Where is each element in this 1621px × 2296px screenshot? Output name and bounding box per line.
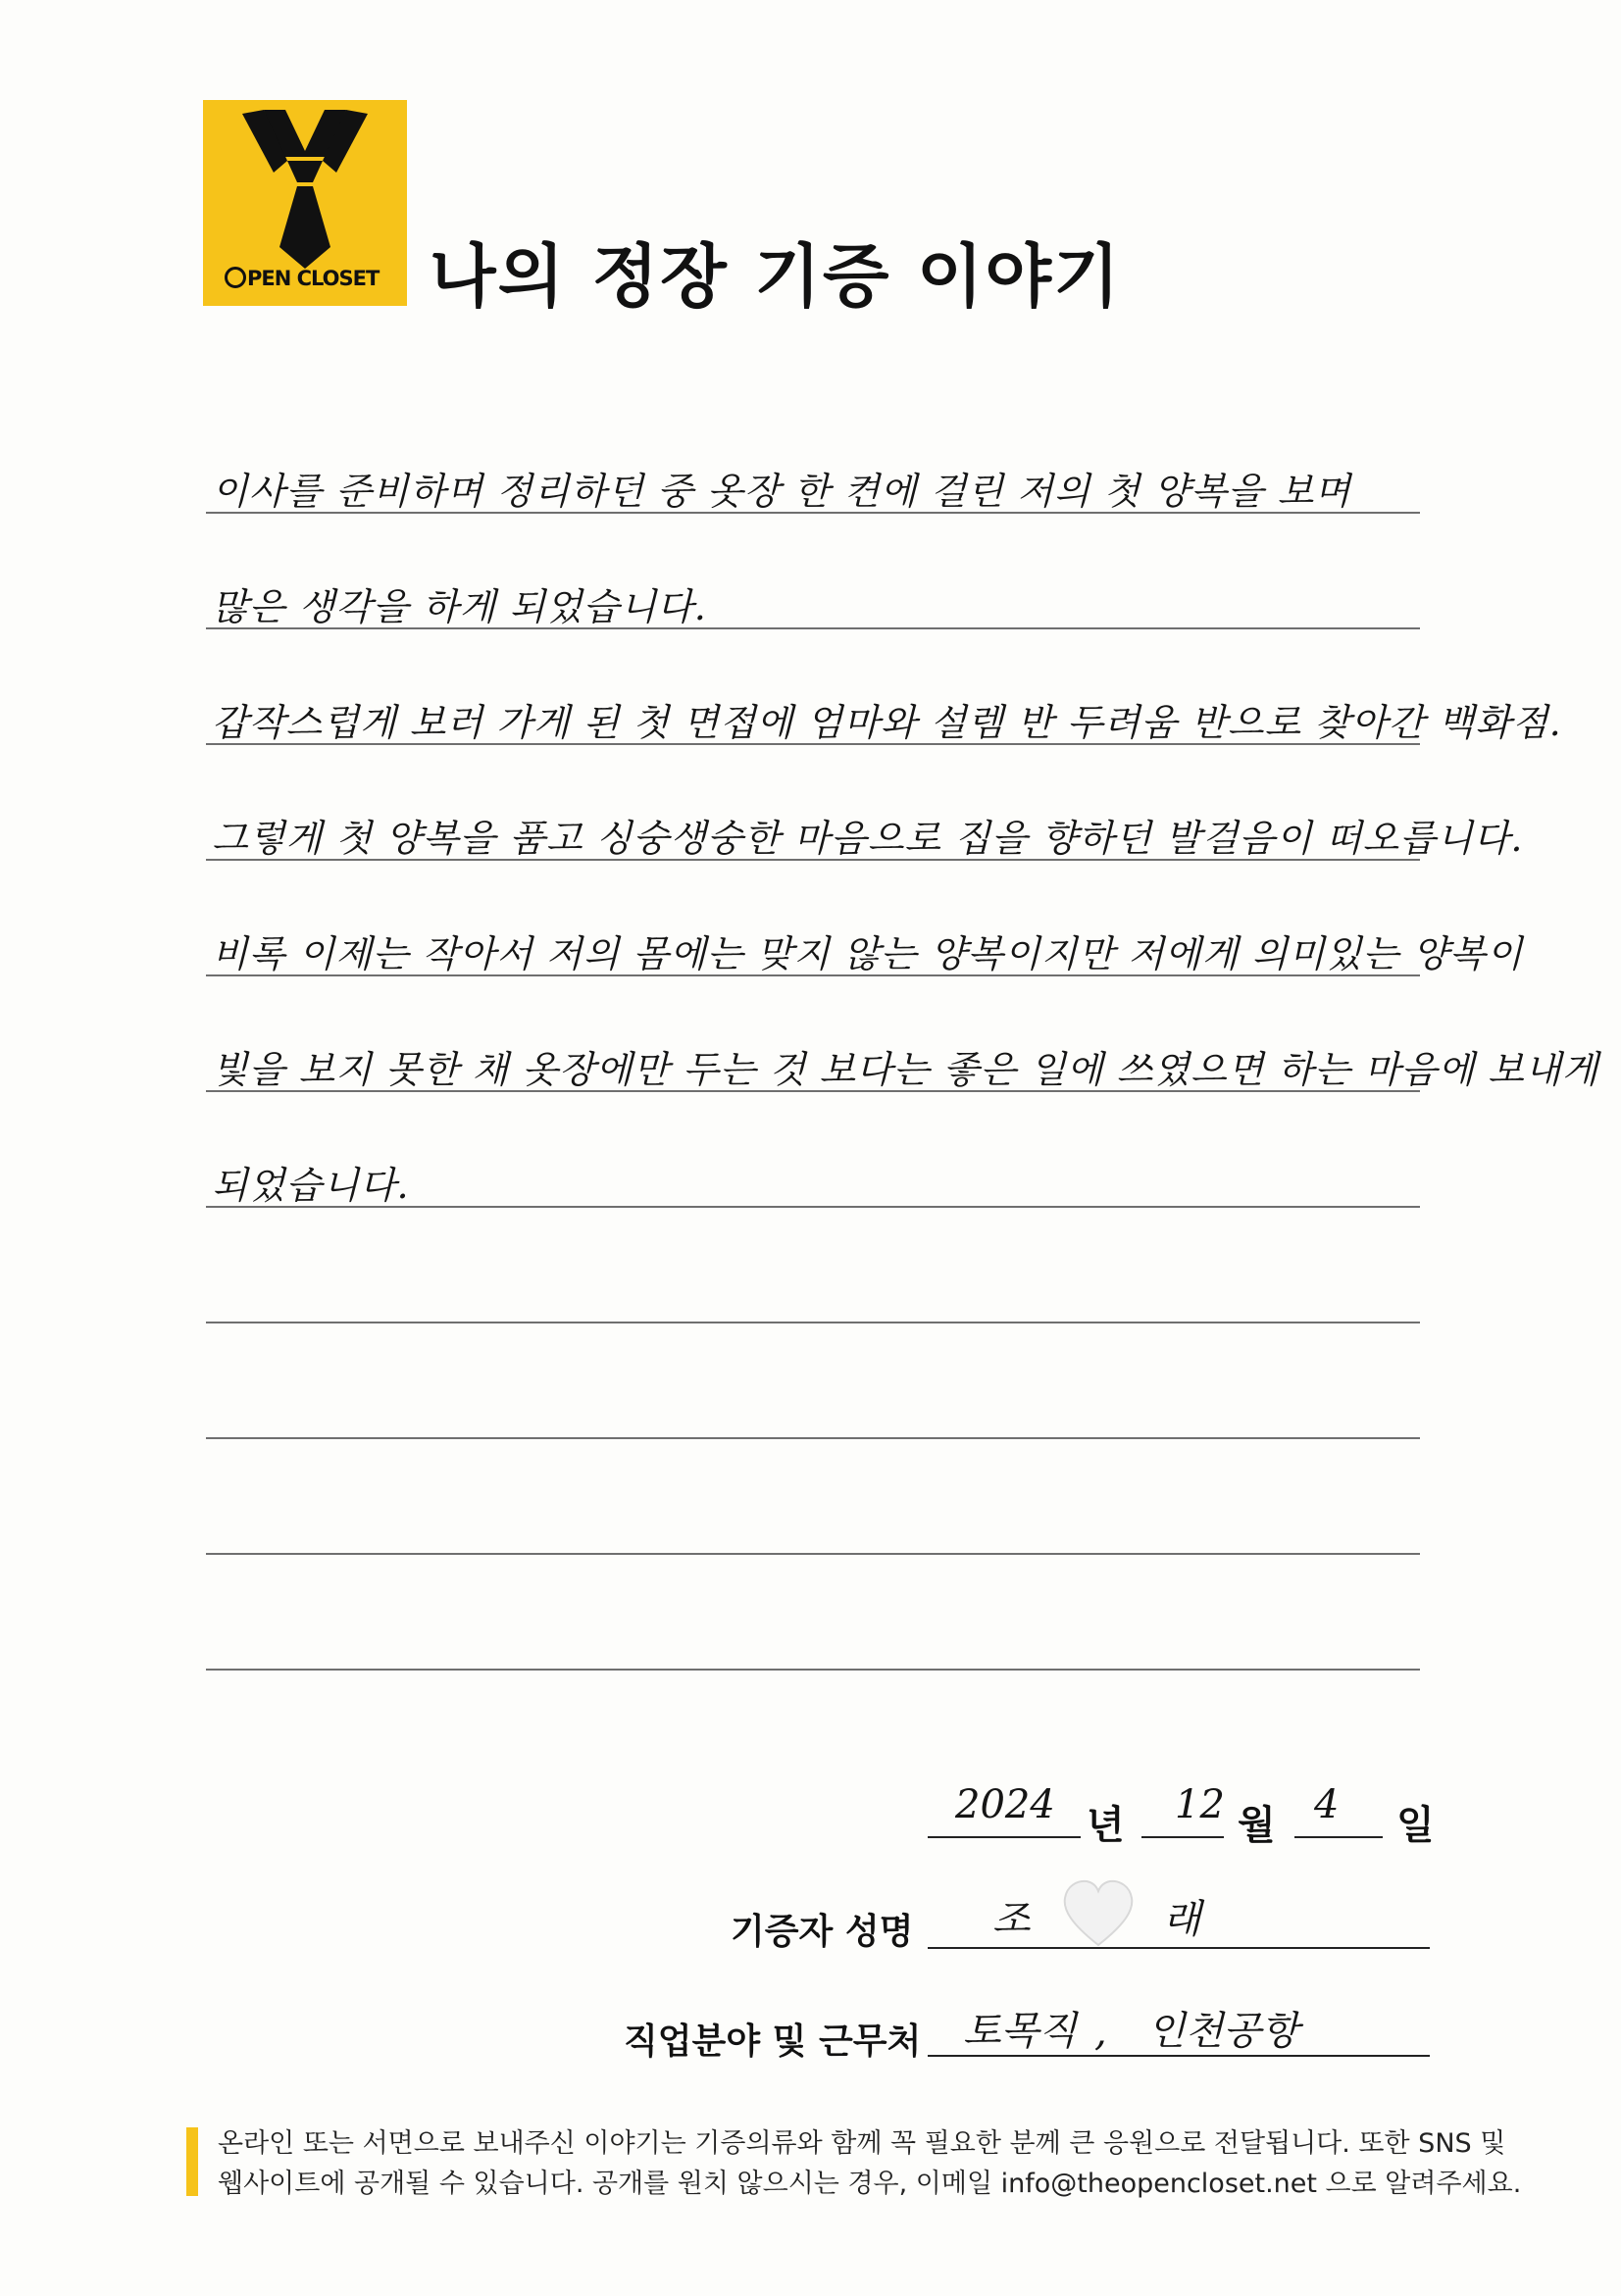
workplace: 인천공항 <box>1147 2009 1299 2054</box>
footer-accent-bar <box>186 2127 198 2196</box>
story-line-text: 많은 생각을 하게 되었습니다. <box>212 585 707 628</box>
ruled-line <box>206 1669 1420 1671</box>
ruled-line <box>206 512 1420 514</box>
story-line-text: 빛을 보지 못한 채 옷장에만 두는 것 보다는 좋은 일에 쓰였으면 하는 마음에 보내게 <box>212 1048 1599 1091</box>
date-day-unit: 일 <box>1396 1803 1435 1848</box>
story-line-text: 이사를 준비하며 정리하던 중 옷장 한 켠에 걸린 저의 첫 양복을 보며 <box>212 470 1351 513</box>
donor-name-first: 조 <box>992 1897 1031 1942</box>
date-year: 2024 <box>955 1782 1055 1827</box>
story-line-text: 갑작스럽게 보러 가게 된 첫 면접에 엄마와 설렘 반 두려움 반으로 찾아간 백화점. <box>212 701 1562 744</box>
donor-name-last: 래 <box>1163 1897 1201 1942</box>
logo-o-icon <box>225 267 246 288</box>
logo-brand-text: PEN CLOSET <box>247 267 380 290</box>
open-closet-logo <box>203 100 407 306</box>
footer-line-2: 웹사이트에 공개될 수 있습니다. 공개를 원치 않으시는 경우, 이메일 info@theopencloset.net 으로 알려주세요. <box>218 2169 1522 2199</box>
story-line-text: 되었습니다. <box>212 1164 410 1207</box>
date-year-unit: 년 <box>1087 1803 1125 1848</box>
job-separator: , <box>1094 2010 1107 2055</box>
donor-name-line <box>928 1947 1430 1949</box>
ruled-line <box>206 627 1420 629</box>
date-day-line <box>1294 1836 1383 1838</box>
ruled-line <box>206 859 1420 861</box>
story-line-text: 그렇게 첫 양복을 품고 싱숭생숭한 마음으로 집을 향하던 발걸음이 떠오릅니다. <box>212 817 1524 860</box>
date-month: 12 <box>1175 1782 1225 1827</box>
story-line-text: 비록 이제는 작아서 저의 몸에는 맞지 않는 양복이지만 저에게 의미있는 양복이 <box>212 932 1524 975</box>
ruled-line <box>206 1437 1420 1439</box>
job-line <box>928 2055 1430 2057</box>
job-field: 토목직 <box>963 2009 1077 2054</box>
page-title: 나의 정장 기증 이야기 <box>430 236 1122 317</box>
footer-line-1: 온라인 또는 서면으로 보내주신 이야기는 기증의류와 함께 꼭 필요한 분께 큰 응원으로 전달됩니다. 또한 SNS 및 <box>218 2128 1506 2159</box>
date-day: 4 <box>1314 1782 1340 1827</box>
date-year-line <box>928 1836 1081 1838</box>
footer-notice <box>218 2123 1522 2204</box>
job-label: 직업분야 및 근무처 <box>624 2021 922 2062</box>
ruled-line <box>206 974 1420 976</box>
ruled-line <box>206 1322 1420 1323</box>
logo-wordmark <box>225 267 401 290</box>
ruled-line <box>206 1553 1420 1555</box>
donor-name-label: 기증자 성명 <box>731 1912 914 1952</box>
ruled-line <box>206 1090 1420 1092</box>
date-month-line <box>1141 1836 1224 1838</box>
ruled-line <box>206 1206 1420 1208</box>
white-heart-icon <box>1061 1878 1136 1949</box>
ruled-line <box>206 743 1420 745</box>
date-month-unit: 월 <box>1238 1803 1276 1848</box>
